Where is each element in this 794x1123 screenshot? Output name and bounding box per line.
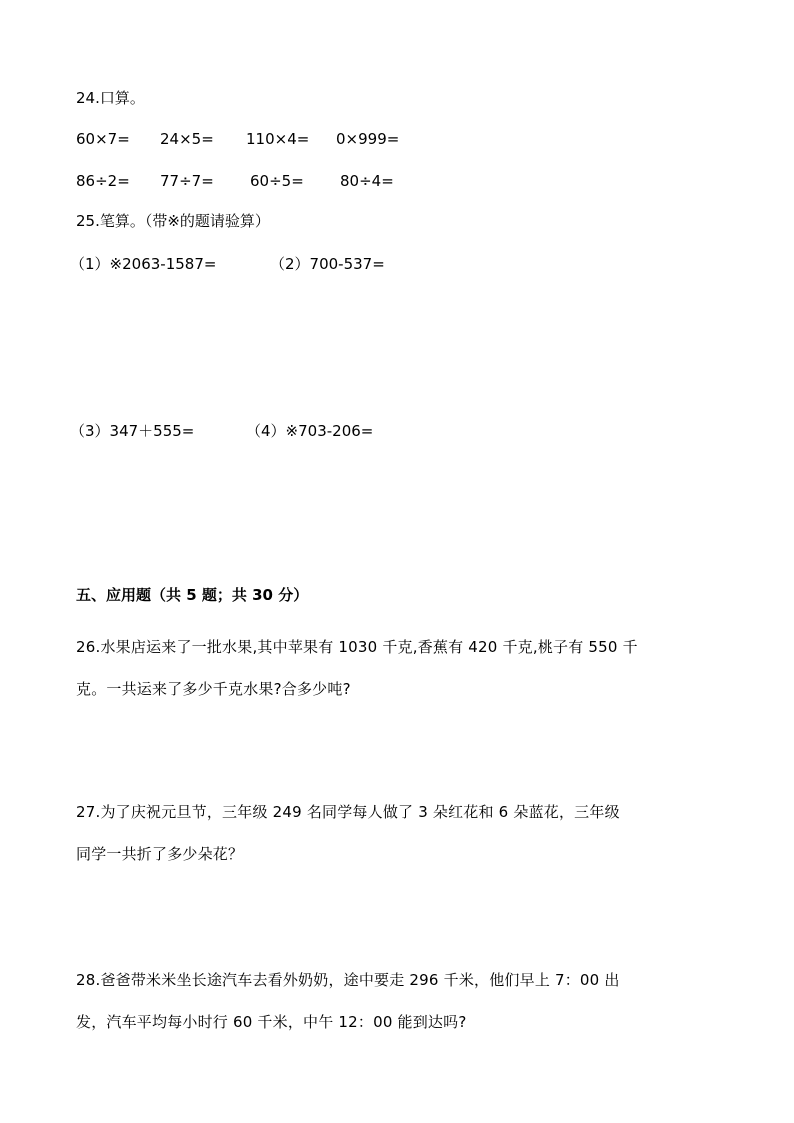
q25-item-4: （4）※703-206= [246, 422, 374, 440]
q24-expr-7: 60÷5= [250, 172, 304, 190]
q25-item-3: （3）347＋555= [70, 422, 195, 440]
q28-line-2: 发，汽车平均每小时行 60 千米，中午 12：00 能到达吗? [76, 1013, 467, 1031]
section-5-title: 五、应用题（共 5 题；共 30 分） [76, 586, 309, 604]
q24-expr-3: 110×4= [246, 130, 310, 148]
q24-expr-8: 80÷4= [340, 172, 394, 190]
q26-line-1: 26.水果店运来了一批水果,其中苹果有 1030 千克,香蕉有 420 千克,桃子有 550 千 [76, 638, 638, 656]
q24-expr-4: 0×999= [336, 130, 400, 148]
q28-line-1: 28.爸爸带米米坐长途汽车去看外奶奶，途中要走 296 千米，他们早上 7：00 出 [76, 971, 620, 989]
q25-item-1: （1）※2063-1587= [70, 255, 217, 273]
q24-expr-5: 86÷2= [76, 172, 130, 190]
q24-expr-2: 24×5= [160, 130, 214, 148]
q27-line-2: 同学一共折了多少朵花？ [76, 845, 244, 863]
q24-expr-6: 77÷7= [160, 172, 214, 190]
q24-heading: 24.口算。 [76, 89, 145, 107]
q26-line-2: 克。一共运来了多少千克水果?合多少吨? [76, 680, 351, 698]
q25-item-2: （2）700-537= [270, 255, 385, 273]
q24-expr-1: 60×7= [76, 130, 130, 148]
q25-heading: 25.笔算。（带※的题请验算） [76, 212, 270, 230]
q27-line-1: 27.为了庆祝元旦节，三年级 249 名同学每人做了 3 朵红花和 6 朵蓝花，三年级 [76, 803, 620, 821]
